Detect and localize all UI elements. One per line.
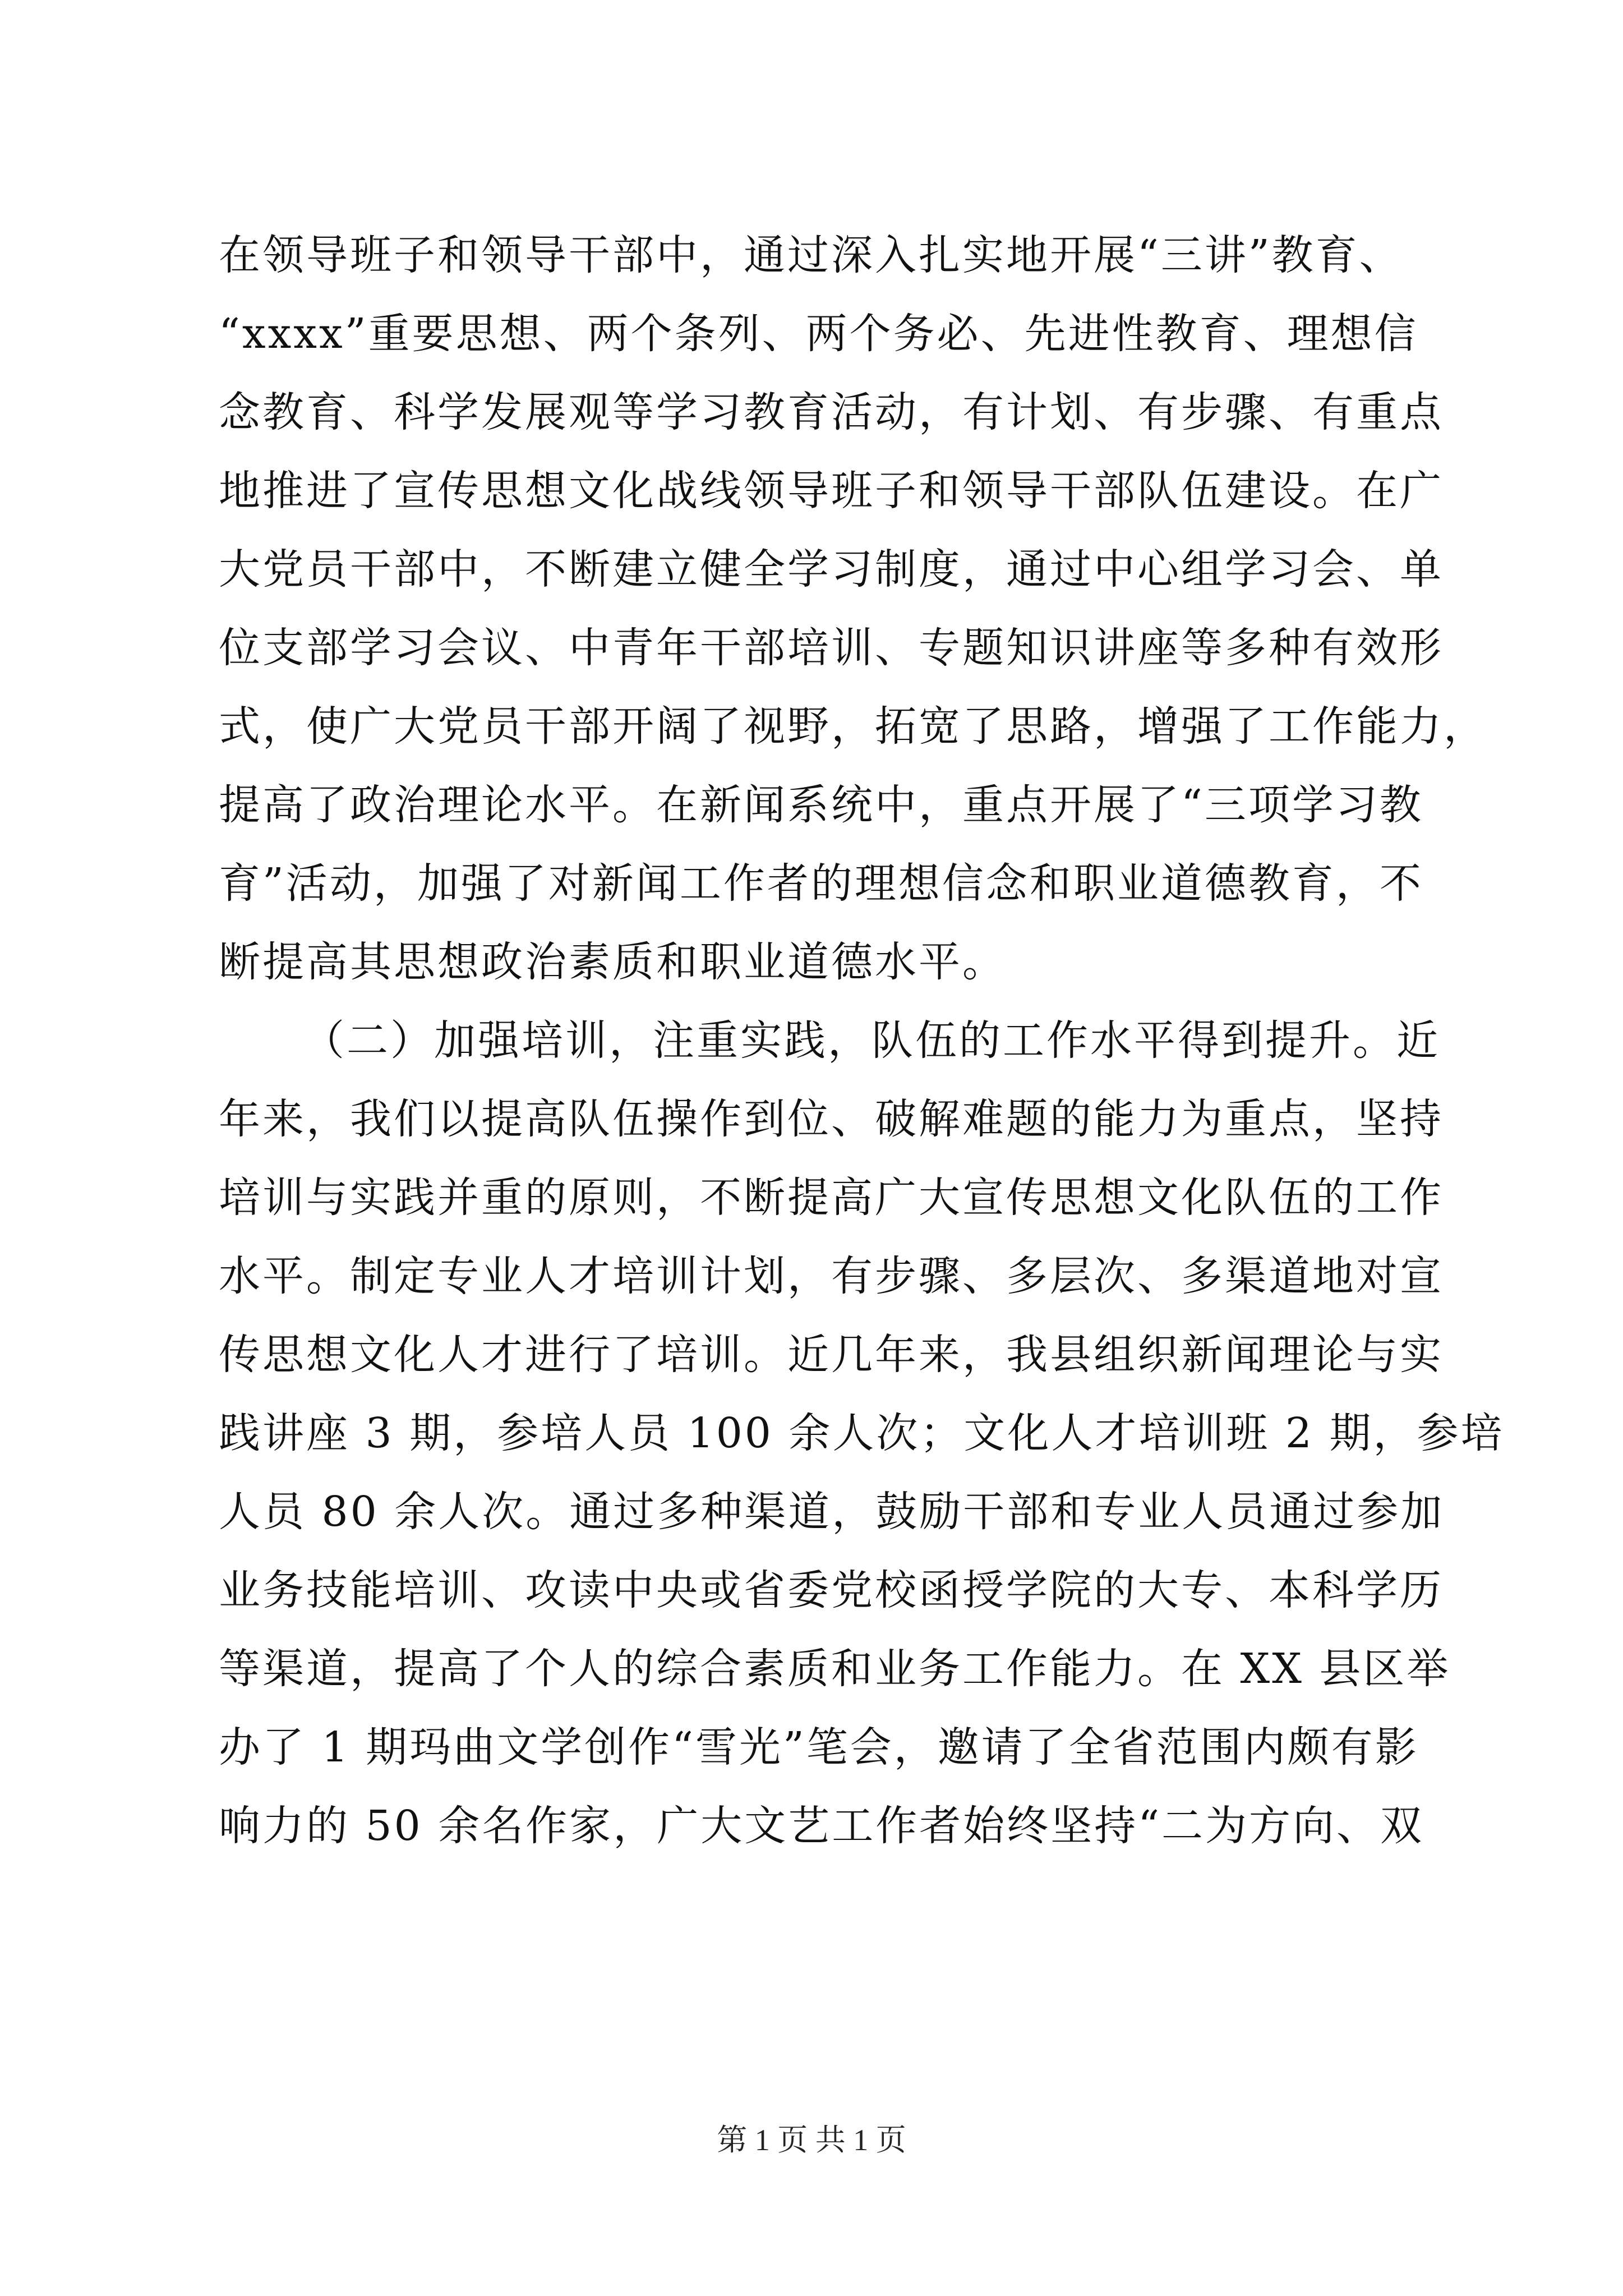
- text-line: 大党员干部中，不断建立健全学习制度，通过中心组学习会、单: [219, 545, 1444, 593]
- text-line: 践讲座 3 期，参培人员 100 余人次；文化人才培训班 2 期，参培: [219, 1409, 1505, 1457]
- text-line: 育”活动，加强了对新闻工作者的理想信念和职业道德教育，不: [219, 859, 1423, 908]
- text-line: 水平。制定专业人才培训计划，有步骤、多层次、多渠道地对宣: [219, 1252, 1444, 1300]
- text-line: 提高了政治理论水平。在新闻系统中，重点开展了“三项学习教: [219, 781, 1423, 829]
- text-line: 地推进了宣传思想文化战线领导班子和领导干部队伍建设。在广: [219, 467, 1444, 515]
- text-line: 位支部学习会议、中青年干部培训、专题知识讲座等多种有效形: [219, 624, 1444, 672]
- section-heading-line: （二）加强培训，注重实践，队伍的工作水平得到提升。近: [303, 1016, 1440, 1065]
- text-line: 年来，我们以提高队伍操作到位、破解难题的能力为重点，坚持: [219, 1095, 1444, 1143]
- text-line: 念教育、科学发展观等学习教育活动，有计划、有步骤、有重点: [219, 388, 1444, 436]
- text-line: 培训与实践并重的原则，不断提高广大宣传思想文化队伍的工作: [219, 1174, 1444, 1222]
- text-line: 在领导班子和领导干部中，通过深入扎实地开展“三讲”教育、: [219, 231, 1403, 279]
- text-line: 响力的 50 余名作家，广大文艺工作者始终坚持“二为方向、双: [219, 1802, 1424, 1850]
- text-line: 式，使广大党员干部开阔了视野，拓宽了思路，增强了工作能力，: [219, 702, 1487, 751]
- text-line: 业务技能培训、攻读中央或省委党校函授学院的大专、本科学历: [219, 1566, 1444, 1614]
- text-line: “xxxx”重要思想、两个条列、两个务必、先进性教育、理想信: [219, 310, 1418, 358]
- text-line: 断提高其思想政治素质和职业道德水平。: [219, 938, 1006, 986]
- page-footer: 第 1 页 共 1 页: [717, 2123, 906, 2157]
- text-line: 人员 80 余人次。通过多种渠道，鼓励干部和专业人员通过参加: [219, 1488, 1445, 1536]
- text-line: 传思想文化人才进行了培训。近几年来，我县组织新闻理论与实: [219, 1331, 1444, 1379]
- text-line: 等渠道，提高了个人的综合素质和业务工作能力。在 XX 县区举: [219, 1645, 1451, 1693]
- text-line: 办了 1 期玛曲文学创作“雪光”笔会，邀请了全省范围内颇有影: [219, 1723, 1419, 1772]
